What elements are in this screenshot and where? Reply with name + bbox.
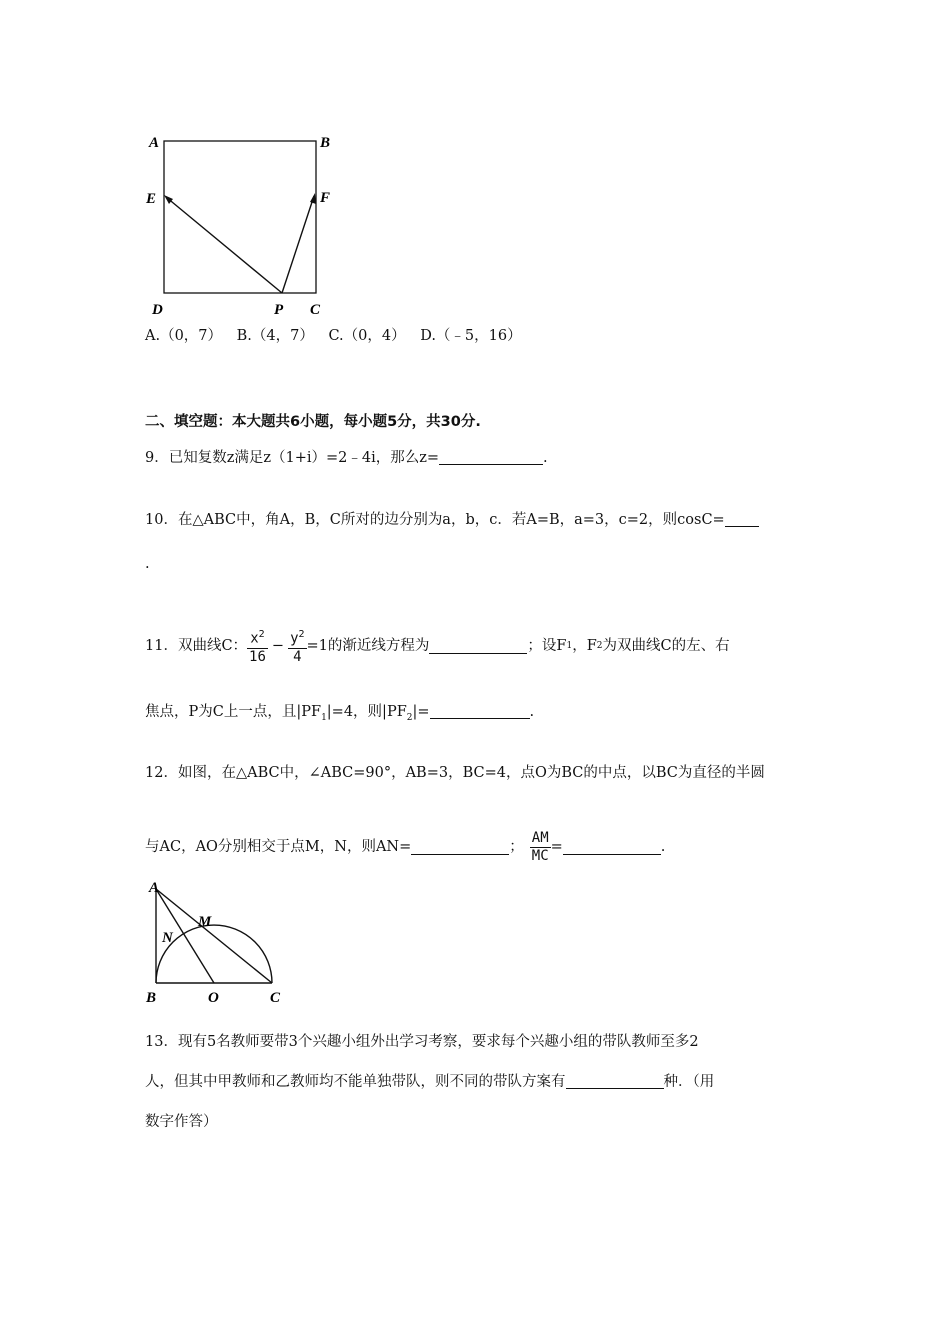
q12-eq: = — [550, 839, 563, 855]
q11-x-exp: 2 — [258, 629, 265, 641]
q13-answer-blank[interactable] — [566, 1074, 664, 1089]
q13-line2a: 人，但其中甲教师和乙教师均不能单独带队，则不同的带队方案有 — [145, 1074, 566, 1090]
q11-y-var: y — [290, 630, 299, 647]
q11-minus: − — [271, 638, 285, 654]
q11-after2: 为双曲线C的左、右 — [602, 638, 730, 654]
label-n: N — [162, 930, 173, 946]
q12-answer-blank-2[interactable] — [563, 840, 661, 855]
q9-answer-blank[interactable] — [439, 450, 543, 465]
option-b: B.（4，7） — [236, 328, 314, 344]
label-o: O — [208, 990, 219, 1006]
q12-end: . — [660, 839, 666, 855]
q11-answer-blank-2[interactable] — [430, 704, 530, 719]
q11-prefix: 11．双曲线C： — [145, 638, 248, 654]
q11-eq-one: =1 — [306, 638, 328, 654]
square-diagram-svg — [140, 128, 340, 320]
label-b: B — [146, 990, 157, 1006]
segment-pe — [166, 197, 282, 293]
option-d: D.（﹣5，16） — [420, 328, 522, 344]
question-11 — [145, 624, 730, 668]
label-a: A — [149, 880, 160, 896]
q10-text: 10．在△ABC中，角A，B，C所对的边分别为a，b，c．若A=B，a=3，c=2，则cosC= — [145, 512, 725, 528]
q11-sub2: 2 — [596, 641, 603, 651]
q9-text: 9．已知复数z满足z（1+i）=2﹣4i，那么z= — [145, 450, 440, 466]
label-c: C — [270, 990, 281, 1006]
label-b: B — [320, 135, 331, 151]
segment-pf — [282, 196, 314, 293]
q10-end: . — [145, 556, 150, 572]
q13-line2b: 种．（用 — [663, 1074, 715, 1090]
section-heading: 二、填空题：本大题共6小题，每小题5分，共30分. — [145, 414, 481, 430]
q10-answer-blank[interactable] — [725, 512, 759, 527]
question-12-line-2 — [145, 825, 665, 869]
question-9 — [145, 449, 548, 467]
q11-line2-sub2: 2 — [406, 712, 413, 723]
q11-y-den: 4 — [293, 648, 302, 665]
label-a: A — [149, 135, 160, 151]
question-12: 12．如图，在△ABC中，∠ABC=90°，AB=3，BC=4，点O为BC的中点，以BC为直径的半圆 — [145, 765, 765, 781]
q11-line2-sub1: 1 — [321, 712, 327, 723]
q11-y-exp: 2 — [298, 629, 305, 641]
q11-comma: ，F — [572, 638, 597, 654]
q9-end: . — [543, 450, 548, 466]
arrow-head-e — [164, 195, 173, 204]
question-13-line-3: 数字作答） — [145, 1114, 218, 1130]
label-d: D — [152, 302, 163, 318]
q11-after1: ；设F — [527, 638, 567, 654]
q11-fraction-y — [288, 626, 306, 666]
q12-line2a: 与AC，AO分别相交于点M，N，则AN= — [145, 839, 412, 855]
figure-triangle — [140, 876, 300, 1008]
q11-x-var: x — [250, 630, 259, 647]
q11-end: . — [529, 704, 535, 720]
q11-answer-blank-1[interactable] — [429, 639, 527, 654]
q12-frac-den: MC — [531, 847, 549, 864]
label-m: M — [198, 914, 212, 930]
q11-x-den: 16 — [249, 648, 266, 665]
answer-options — [145, 327, 522, 345]
arrow-head-f — [310, 193, 316, 204]
label-c: C — [310, 302, 321, 318]
semicircle-bc — [156, 925, 272, 983]
question-13-line-2 — [145, 1073, 714, 1091]
label-p: P — [274, 302, 284, 318]
square-abcd — [164, 141, 316, 293]
triangle-diagram-svg — [140, 876, 300, 1008]
q11-line2b: |=4，则|PF — [326, 704, 407, 720]
q11-line2c: |= — [412, 704, 430, 720]
q11-line2a: 焦点，P为C上一点，且|PF — [145, 704, 322, 720]
option-a: A.（0，7） — [145, 328, 223, 344]
q12-frac-num: AM — [531, 829, 549, 846]
q12-semicolon: ； — [509, 839, 524, 855]
q11-fraction-x — [247, 626, 268, 666]
segment-ac — [156, 889, 272, 983]
question-13: 13．现有5名教师要带3个兴趣小组外出学习考察，要求每个兴趣小组的带队教师至多2 — [145, 1034, 699, 1050]
question-11-line-2 — [145, 703, 534, 727]
label-e: E — [146, 191, 157, 207]
label-f: F — [320, 190, 331, 206]
figure-square — [140, 128, 340, 320]
q11-sub1: 1 — [566, 641, 573, 651]
option-c: C.（0，4） — [328, 328, 406, 344]
question-10 — [145, 511, 759, 529]
q11-mid: 的渐近线方程为 — [327, 638, 430, 654]
q12-fraction — [530, 830, 551, 865]
q12-answer-blank-1[interactable] — [411, 840, 509, 855]
